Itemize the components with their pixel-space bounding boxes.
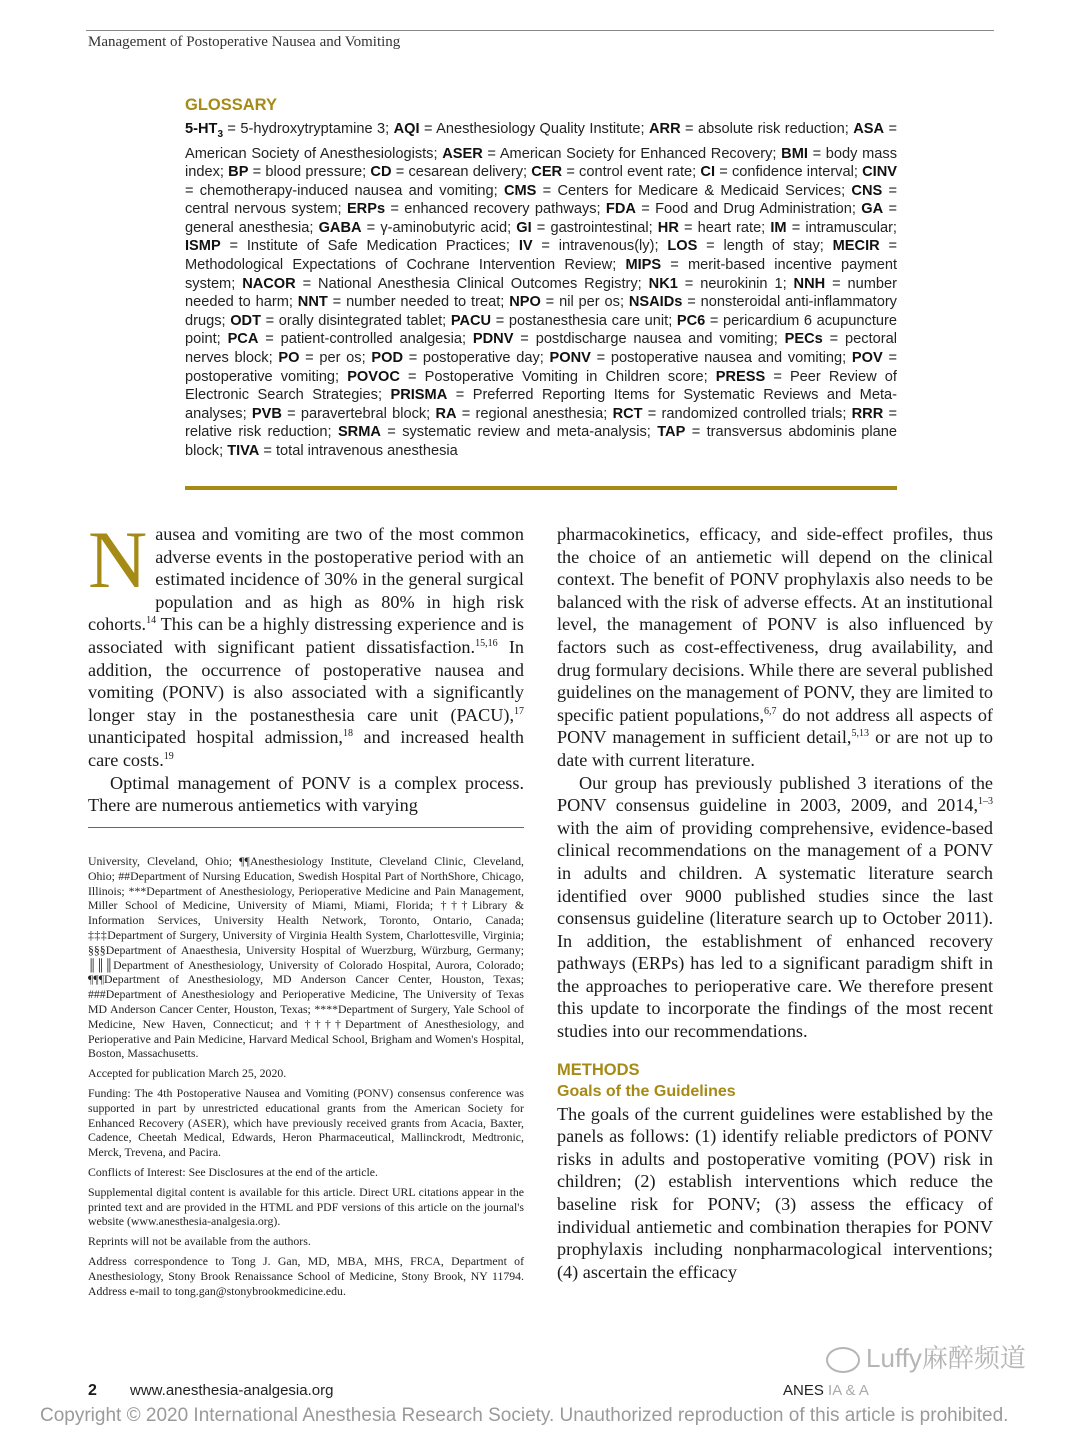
citation: 17 — [514, 705, 524, 717]
watermark — [826, 1338, 1026, 1375]
glossary-entry — [531, 164, 700, 180]
copyright-notice: Copyright © 2020 International Anesthesia Research Society. Unauthorized reproduction of this article is prohibited. — [40, 1405, 1009, 1426]
glossary-term: PC6 — [676, 312, 706, 329]
body-text: with the aim of providing comprehensive, evidence-based clinical recommendations on the management of a PONV in adults and children. A systematic literature search identified over 9000 published studies since the last consensus guideline (literature search up to October 2011). In addition, the establishment of enhanced recovery pathways (ERPs) has led to a significant paradigm shift in the approaches to perioperative care. We therefore present this update to incorporate the findings of the most recent studies into our recommendations. — [557, 817, 993, 1042]
glossary-term: SRMA — [337, 424, 381, 441]
glossary-term: ARR — [648, 121, 681, 137]
glossary-definition: = Anesthesiology Quality Institute; — [419, 121, 649, 137]
glossary-entry — [504, 183, 851, 199]
glossary-term: PRISMA — [390, 387, 448, 404]
glossary-definition: = total intravenous anesthesia — [259, 443, 458, 459]
glossary-term: ODT — [230, 312, 261, 329]
journal-name-tail: IA & A — [828, 1382, 869, 1399]
glossary-term: BP — [228, 164, 249, 181]
glossary-term: CD — [370, 164, 392, 181]
glossary-definition: = Peer Review of Electronic Search Strategies; — [185, 368, 897, 404]
glossary-term: NNH — [793, 275, 826, 292]
glossary-definition: = pectoral nerves block; — [185, 331, 897, 367]
glossary-entry — [185, 121, 394, 140]
glossary-term: NPO — [509, 294, 541, 311]
glossary-definition: = relative risk reduction; — [185, 405, 898, 441]
glossary-term: NNT — [297, 294, 328, 311]
glossary-entry — [435, 406, 612, 422]
glossary-entry — [509, 294, 629, 310]
running-head: Management of Postoperative Nausea and Vomiting — [88, 34, 401, 50]
citation: 19 — [163, 750, 174, 762]
glossary-entry — [613, 406, 852, 422]
citation: 5,13 — [851, 728, 869, 740]
glossary-term: AQI — [393, 121, 420, 137]
glossary-entry — [227, 443, 458, 459]
body-text: or are not up to date with current literature. — [557, 727, 993, 770]
glossary-definition: = intravenous(ly); — [532, 238, 668, 255]
glossary-entry — [278, 350, 371, 366]
glossary-entry — [606, 201, 861, 217]
glossary-entry — [338, 424, 657, 440]
glossary-entry — [371, 350, 549, 366]
glossary-rule — [185, 486, 897, 490]
glossary-term: RCT — [612, 405, 643, 422]
glossary-entry — [550, 350, 852, 366]
glossary-definition: = blood pressure; — [248, 164, 371, 181]
supplemental-note: Supplemental digital content is available for this article. Direct URL citations appear in the printed text and are provided in the HTML and PDF versions of this article on the journal's website (www.anesthesia-analgesia.org). — [88, 1184, 524, 1229]
glossary-term: PVB — [251, 405, 282, 422]
glossary-term: FDA — [605, 201, 636, 218]
glossary-definition: = paravertebral block; — [281, 405, 436, 422]
body-text: In addition, the occurrence of postoperative nausea and vomiting (PONV) is also associated with a significantly longer stay in the postanesthesia care unit (PACU), — [88, 636, 524, 725]
glossary-term: ISMP — [185, 238, 221, 255]
glossary-term: NK1 — [648, 275, 678, 292]
glossary-definition: = postdischarge nausea and vomiting; — [513, 331, 785, 348]
glossary-entry — [519, 238, 668, 254]
glossary-term: POVOC — [347, 368, 400, 385]
glossary-entry — [667, 238, 832, 254]
glossary-term: PCA — [227, 331, 259, 348]
glossary-entry — [319, 220, 517, 236]
glossary-definition: = Preferred Reporting Items for Systematic Reviews and Meta-analyses; — [185, 387, 897, 422]
accepted-note: Accepted for publication March 25, 2020. — [88, 1066, 287, 1081]
glossary-term: ASER — [442, 145, 483, 162]
glossary-term: RRR — [851, 405, 884, 422]
glossary-entry — [649, 121, 853, 137]
drop-cap: N — [88, 514, 148, 605]
glossary-entry — [298, 294, 509, 310]
glossary-entry — [516, 220, 658, 236]
glossary-term: GABA — [318, 219, 362, 236]
correspondence-note: Address correspondence to Tong J. Gan, MD, MBA, MHS, FRCA, Department of Anesthesiology, Stony Brook Renaissance School of Medicine, Stony Brook, NY 11794. Address e-mail to tong.gan@stonybrookmedicine.edu. — [88, 1253, 524, 1298]
glossary-entry — [228, 164, 370, 180]
body-text: and increased health care costs. — [88, 727, 524, 770]
glossary-entry — [252, 406, 436, 422]
glossary-definition: = Postoperative Vomiting in Children score; — [399, 368, 716, 385]
glossary-term: PONV — [549, 350, 591, 367]
glossary-definition: = confidence interval; — [715, 164, 863, 181]
glossary-definition: = American Society for Enhanced Recovery; — [482, 145, 782, 162]
glossary-definition: = gastrointestinal; — [531, 219, 658, 236]
glossary-definition: = Methodological Expectations of Cochrane Intervention Review; — [185, 238, 898, 274]
glossary-definition: = orally disintegrated tablet; — [261, 312, 451, 329]
glossary-term: PACU — [450, 312, 492, 329]
reprints-note: Reprints will not be available from the authors. — [88, 1234, 311, 1249]
glossary-entry — [770, 220, 897, 236]
glossary-entry — [658, 220, 771, 236]
glossary-term: CMS — [503, 182, 537, 199]
conflicts-note: Conflicts of Interest: See Disclosures at the end of the article. — [88, 1164, 378, 1179]
goals-heading: Goals of the Guidelines — [557, 1082, 736, 1100]
glossary-definition: = enhanced recovery pathways; — [385, 201, 606, 218]
glossary-term: IV — [518, 238, 533, 255]
glossary-entry — [347, 201, 606, 217]
watermark-text: Luffy麻醉频道 — [866, 1343, 1026, 1373]
glossary-definition: = merit-based incentive payment system; — [185, 257, 897, 292]
glossary-definition: = length of stay; — [697, 238, 833, 255]
glossary-definition: = number needed to harm; — [185, 275, 897, 311]
glossary-entry — [442, 146, 781, 162]
glossary-definition: = body mass index; — [185, 145, 897, 181]
glossary-term: PRESS — [715, 368, 766, 385]
glossary-definition: = pericardium 6 acupuncture point; — [185, 312, 897, 348]
glossary — [185, 96, 897, 461]
glossary-entry — [242, 276, 648, 292]
glossary-definition: = postoperative nausea and vomiting; — [590, 350, 852, 367]
body-text: ausea and vomiting are two of the most common adverse events in the postoperative period with an estimated incidence of 30% in the general surgical population and as high as 80% in high risk cohorts. — [88, 524, 524, 635]
glossary-term: BMI — [781, 145, 808, 162]
journal-name-start: ANES — [783, 1382, 824, 1399]
glossary-definition: = absolute risk reduction; — [680, 121, 854, 137]
citation: 6,7 — [764, 705, 777, 717]
journal-name — [783, 1382, 869, 1399]
glossary-term: NACOR — [242, 275, 296, 292]
glossary-entry — [347, 369, 716, 385]
glossary-term: MECIR — [832, 238, 880, 255]
glossary-term: CI — [700, 164, 716, 181]
body-paragraph: Optimal management of PONV is a complex process. There are numerous antiemetics with varying — [88, 772, 524, 816]
glossary-entry — [370, 164, 531, 180]
citation: 1–3 — [978, 796, 993, 808]
citation: 14 — [146, 615, 157, 627]
glossary-entry — [649, 276, 794, 292]
glossary-definition: = transversus abdominis plane block; — [185, 424, 897, 459]
glossary-entry — [394, 121, 649, 137]
glossary-body — [185, 120, 897, 461]
body-text: This can be a highly distressing experience and is associated with significant patient dissatisfaction. — [88, 614, 524, 657]
glossary-term: CNS — [851, 182, 883, 199]
glossary-term: GA — [861, 201, 884, 218]
glossary-term: TAP — [657, 424, 686, 441]
glossary-definition: = systematic review and meta-analysis; — [380, 424, 658, 441]
glossary-definition: = general anesthesia; — [185, 201, 898, 236]
glossary-term: MIPS — [625, 257, 662, 274]
glossary-term: RA — [435, 405, 457, 422]
glossary-term: POD — [371, 350, 403, 367]
glossary-term: POV — [851, 350, 883, 367]
glossary-definition: = γ-aminobutyric acid; — [361, 219, 517, 236]
glossary-entry — [230, 313, 451, 329]
body-text: Our group has previously published 3 iterations of the PONV consensus guideline in 2003, 2009, and 2014, — [557, 772, 993, 816]
body-text: pharmacokinetics, efficacy, and side-effect profiles, thus the choice of an antiemetic will depend on the clinical context. The benefit of PONV prophylaxis also needs to be balanced with the risk of adverse effects. At an institutional level, the management of PONV is also influenced by factors such as cost-effectiveness, drug availability, and drug formulary decisions. While there are several published guidelines on the management of PONV, they are limited to specific patient populations, — [557, 524, 993, 725]
glossary-term: CER — [531, 164, 563, 181]
glossary-definition: = postoperative vomiting; — [185, 350, 897, 385]
glossary-definition: = postanesthesia care unit; — [491, 312, 677, 329]
glossary-term: HR — [657, 219, 679, 236]
body-paragraph: The goals of the current guidelines were established by the panels as follows: (1) identify reliable predictors of PONV risks in adults and postoperative vomiting (POV) risk in children; (2) establish interventions which reduce the baseline risk for PONV; (3) assess the efficacy of individual antiemetic and combination therapies for PONV prophylaxis including nonpharmacological interventions; (4) ascertain the efficacy — [557, 1103, 993, 1282]
glossary-entry — [473, 331, 785, 347]
glossary-term: PDNV — [472, 331, 514, 348]
glossary-term: NSAIDs — [628, 294, 683, 311]
glossary-definition: = cesarean delivery; — [391, 164, 532, 181]
glossary-entry — [228, 331, 473, 347]
glossary-definition: = neurokinin 1; — [677, 275, 794, 292]
glossary-entry — [700, 164, 862, 180]
glossary-definition: = intramuscular; — [786, 219, 897, 236]
glossary-definition: = Institute of Safe Medication Practices; — [220, 238, 519, 255]
glossary-definition: = regional anesthesia; — [456, 405, 613, 422]
glossary-term: GI — [516, 219, 532, 236]
funding-note: Funding: The 4th Postoperative Nausea and Vomiting (PONV) consensus conference was supported in part by unrestricted educational grants from the American Society for Enhanced Recovery (ASER), which have previously received grants from Acacia, Baxter, Cadence, Cheetah Medical, Edwards, Heron Pharmaceutical, Mallinckrodt, Medtronic, Merck, Trevena, and Pacira. — [88, 1085, 524, 1160]
glossary-entry — [451, 313, 677, 329]
glossary-definition: = control event rate; — [562, 164, 701, 181]
journal-url: www.anesthesia-analgesia.org — [130, 1382, 334, 1399]
glossary-term: CINV — [862, 164, 897, 181]
glossary-definition: = heart rate; — [678, 219, 771, 236]
header-rule — [86, 30, 994, 31]
glossary-definition: = postoperative day; — [402, 350, 550, 367]
glossary-term: LOS — [667, 238, 698, 255]
glossary-definition: = Centers for Medicare & Medicaid Services; — [536, 182, 852, 199]
glossary-term: $5-HT_3$ — [185, 121, 223, 140]
glossary-term: ERPs — [346, 201, 386, 218]
glossary-entry — [185, 238, 519, 254]
glossary-definition: = randomized controlled trials; — [642, 405, 852, 422]
glossary-term: PECs — [784, 331, 823, 348]
glossary-term: ASA — [853, 121, 885, 137]
glossary-definition: = patient-controlled analgesia; — [258, 331, 473, 348]
page-number: 2 — [88, 1382, 97, 1399]
glossary-term: TIVA — [227, 443, 260, 459]
glossary-definition: = Food and Drug Administration; — [635, 201, 862, 218]
footnotes — [88, 854, 524, 1303]
glossary-title: GLOSSARY — [185, 96, 277, 114]
right-column — [557, 523, 993, 1283]
glossary-definition: = 5-hydroxytryptamine 3; — [223, 121, 394, 137]
glossary-definition: = American Society of Anesthesiologists; — [185, 121, 897, 162]
glossary-definition: = nonsteroidal anti-inflammatory drugs; — [185, 294, 897, 329]
glossary-term: IM — [770, 219, 787, 236]
glossary-term: PO — [278, 350, 300, 367]
glossary-definition: = per os; — [299, 350, 372, 367]
glossary-definition: = National Anesthesia Clinical Outcomes Registry; — [295, 275, 649, 292]
affiliations: University, Cleveland, Ohio; ¶¶Anesthesiology Institute, Cleveland Clinic, Cleveland, Ohio; ##Department of Nursing Education, Swedish Hospital Part of NorthShore, Chicago, Illinois; ***Department of Anesthesiology, Perioperative Medicine and Pain Management, Miller School of Medicine, University of Miami, Miami, Florida; †††Library & Information Services, University Health Network, Toronto, Ontario, Canada; ‡‡‡Department of Surgery, University of Virginia Health System, Charlottesville, Virginia; §§§Department of Anaesthesia, University Hospital of Wuerzburg, Würzburg, Germany; ║║║Department of Anesthesiology, University of Colorado Hospital, Aurora, Colorado; ¶¶¶Department of Anesthesiology, MD Anderson Cancer Center, Houston, Texas; ###Department of Anesthesiology and Perioperative Medicine, The University of Texas MD Anderson Cancer Center, Houston, Texas; ****Department of Surgery, Yale School of Medicine, New Haven, Connecticut; and ††††Department of Anesthesiology, and Perioperative and Pain Medicine, Harvard Medical School, Brigham and Women's Hospital, Boston, Massachusetts. — [88, 854, 524, 1061]
citation: 18 — [342, 728, 353, 740]
wechat-icon — [826, 1347, 860, 1373]
glossary-definition: = nil per os; — [540, 294, 629, 311]
glossary-definition: = number needed to treat; — [327, 294, 510, 311]
glossary-definition: = chemotherapy-induced nausea and vomiting; — [185, 182, 504, 199]
footnote-rule — [88, 827, 524, 828]
body-text: unanticipated hospital admission, — [88, 727, 343, 748]
body-text: do not address all aspects of PONV management in sufficient detail, — [557, 704, 993, 748]
citation: 15,16 — [475, 637, 498, 649]
glossary-definition: = central nervous system; — [185, 182, 898, 218]
left-column — [88, 514, 524, 817]
methods-heading: METHODS — [557, 1060, 640, 1079]
